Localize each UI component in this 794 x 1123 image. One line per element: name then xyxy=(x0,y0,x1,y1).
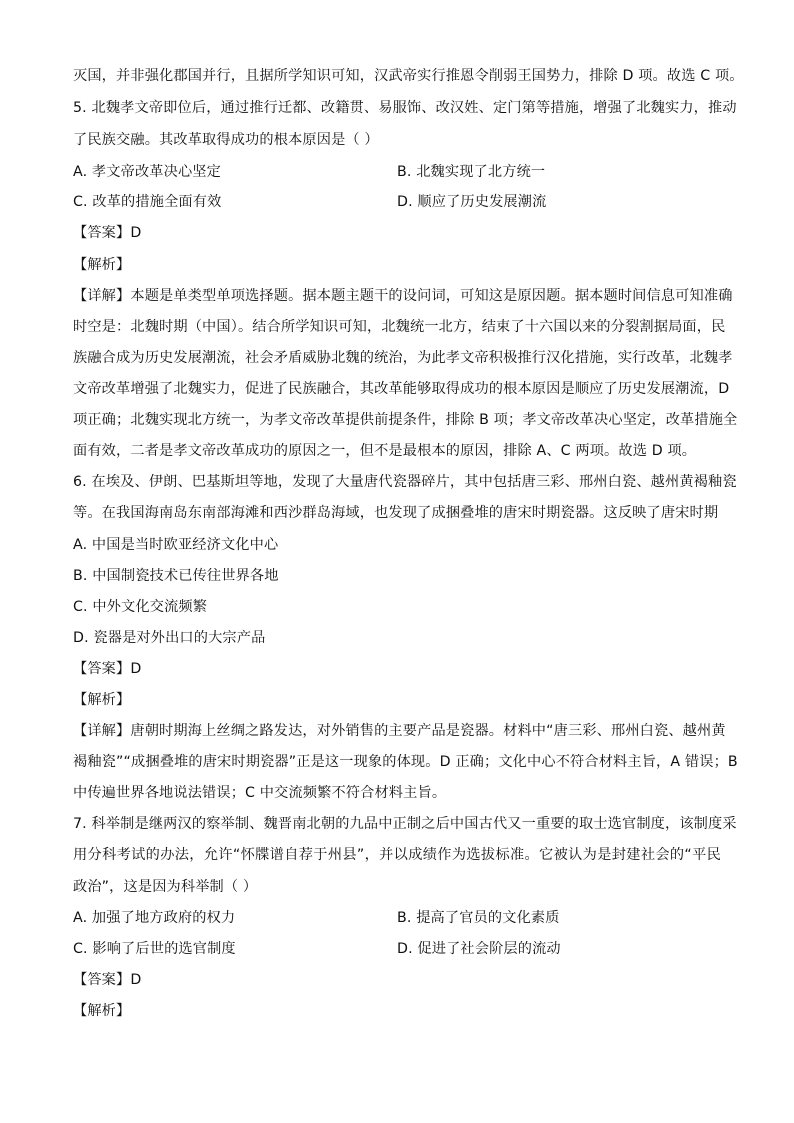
question-6-detail-line: 【详解】唐朝时期海上丝绸之路发达，对外销售的主要产品是瓷器。材料中“唐三彩、邢州白瓷、越州黄 xyxy=(73,723,726,739)
question-7-stem-cont: 政治”，这是因为科举制（ ） xyxy=(73,879,258,895)
question-5-detail-line: 项正确；北魏实现北方统一，为孝文帝改革提供前提条件，排除 B 项；孝文帝改革决心坚定，改革措施全 xyxy=(73,412,738,428)
question-7-option-c: C. 影响了后世的选官制度 xyxy=(73,941,236,957)
question-5-option-a: A. 孝文帝改革决心坚定 xyxy=(73,164,221,180)
question-5-stem-cont: 了民族交融。其改革取得成功的根本原因是（ ） xyxy=(73,132,379,148)
question-6-option-b: B. 中国制瓷技术已传往世界各地 xyxy=(73,568,279,584)
question-6-stem: 6. 在埃及、伊朗、巴基斯坦等地，发现了大量唐代瓷器碎片，其中包括唐三彩、邢州白瓷、越州黄褐釉瓷 xyxy=(73,474,737,490)
question-6-option-c: C. 中外文化交流频繁 xyxy=(73,599,208,615)
question-7-answer: 【答案】D xyxy=(73,972,142,988)
question-7-stem-cont: 用分科考试的办法，允许“怀牒谱自荐于州县”，并以成绩作为选拔标准。它被认为是封建社会的“平民 xyxy=(73,847,722,863)
question-5-option-c: C. 改革的措施全面有效 xyxy=(73,194,222,210)
question-6-detail-line: 褐釉瓷”“成捆叠堆的唐宋时期瓷器”正是这一现象的体现。D 正确；文化中心不符合材料主旨，A 错误；B xyxy=(73,754,738,770)
question-5-detail-line: 时空是：北魏时期（中国）。结合所学知识可知，北魏统一北方，结束了十六国以来的分裂割据局面，民 xyxy=(73,319,726,335)
question-5-option-b: B. 北魏实现了北方统一 xyxy=(397,164,546,180)
question-7-option-d: D. 促进了社会阶层的流动 xyxy=(397,941,561,957)
question-7-analysis-heading: 【解析】 xyxy=(73,1003,131,1019)
question-6-answer: 【答案】D xyxy=(73,661,142,677)
question-6-option-d: D. 瓷器是对外出口的大宗产品 xyxy=(73,630,266,646)
question-5-detail-line: 文帝改革增强了北魏实力，促进了民族融合，其改革能够取得成功的根本原因是顺应了历史发展潮流，D xyxy=(73,381,730,397)
text-line: 灭国，并非强化郡国并行，且据所学知识可知，汉武帝实行推恩令削弱王国势力，排除 D 项。故选 C 项。 xyxy=(73,68,744,84)
question-5-detail-line: 【详解】本题是单类型单项选择题。据本题主题干的设问词，可知这是原因题。据本题时间信息可知准确 xyxy=(73,288,733,304)
question-5-answer: 【答案】D xyxy=(73,225,142,241)
question-7-option-a: A. 加强了地方政府的权力 xyxy=(73,910,236,926)
question-7-stem: 7. 科举制是继两汉的察举制、魏晋南北朝的九品中正制之后中国古代又一重要的取士选官制度，该制度采 xyxy=(73,816,737,832)
question-6-stem-cont: 等。在我国海南岛东南部海滩和西沙群岛海域，也发现了成捆叠堆的唐宋时期瓷器。这反映了唐宋时期 xyxy=(73,505,719,521)
question-5-option-d: D. 顺应了历史发展潮流 xyxy=(397,194,547,210)
question-6-analysis-heading: 【解析】 xyxy=(73,692,131,708)
question-6-option-a: A. 中国是当时欧亚经济文化中心 xyxy=(73,537,279,553)
question-7-option-b: B. 提高了官员的文化素质 xyxy=(397,910,560,926)
question-5-analysis-heading: 【解析】 xyxy=(73,257,131,273)
question-5-detail-line: 面有效，二者是孝文帝改革成功的原因之一，但不是最根本的原因，排除 A、C 两项。故选 D 项。 xyxy=(73,443,697,459)
question-5-detail-line: 族融合成为历史发展潮流，社会矛盾威胁北魏的统治，为此孝文帝积极推行汉化措施，实行改革，北魏孝 xyxy=(73,350,733,366)
question-5-stem: 5. 北魏孝文帝即位后，通过推行迁都、改籍贯、易服饰、改汉姓、定门第等措施，增强了北魏实力，推动 xyxy=(73,100,737,116)
question-6-detail-line: 中传遍世界各地说法错误；C 中交流频繁不符合材料主旨。 xyxy=(73,785,447,801)
